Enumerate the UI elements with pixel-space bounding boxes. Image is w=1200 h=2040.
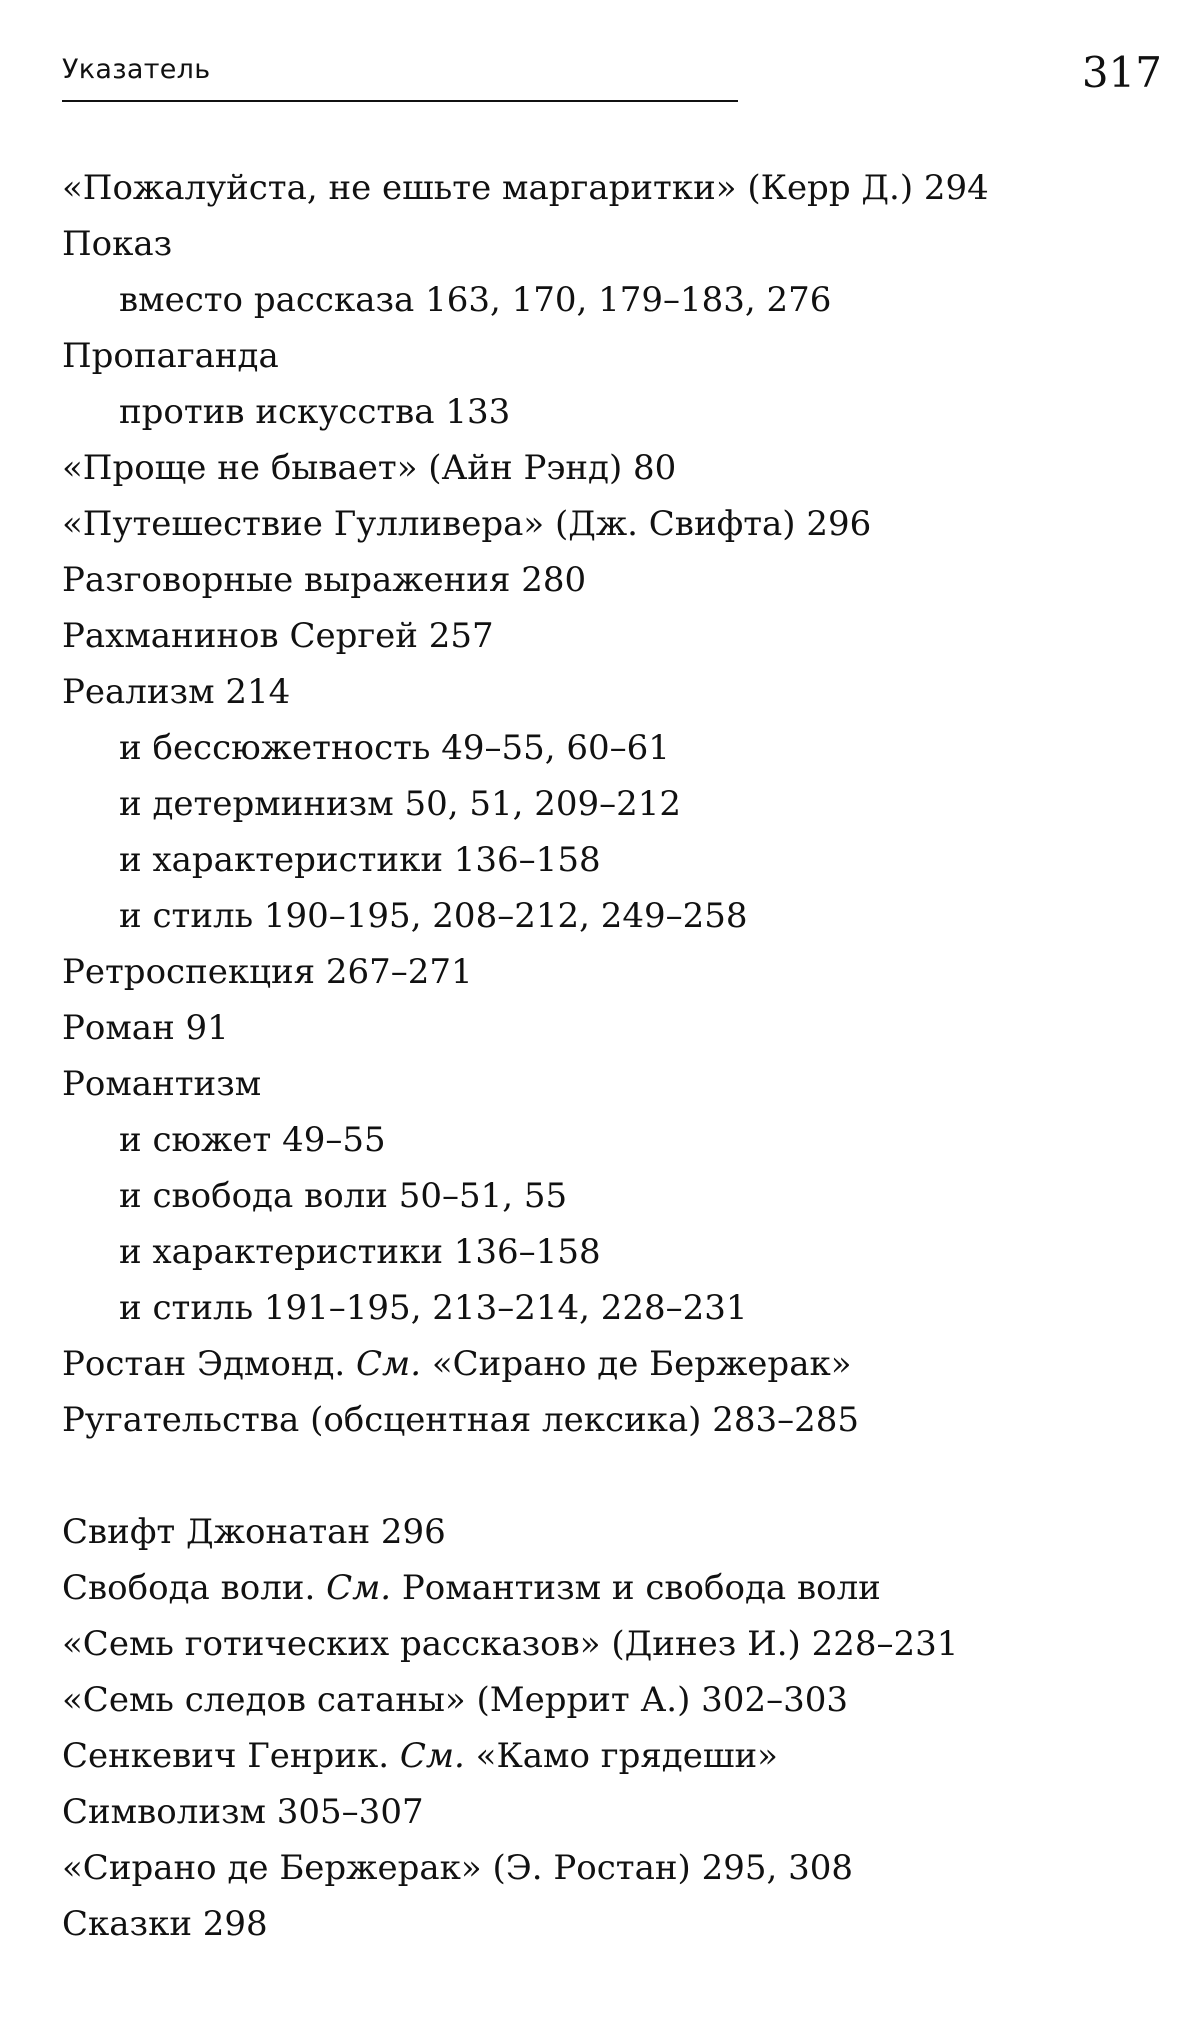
index-entry: «Пожалуйста, не ешьте маргаритки» (Керр Д.) 294 (62, 168, 989, 208)
index-subentry: и стиль 191–195, 213–214, 228–231 (119, 1288, 748, 1328)
section-title: Указатель (62, 54, 211, 85)
entry-heading: Ростан Эдмонд. (62, 1344, 357, 1384)
see-reference-label: См. (356, 1344, 422, 1384)
see-reference-label: См. (326, 1568, 392, 1608)
index-entry: Разговорные выражения 280 (62, 560, 587, 600)
index-entry: «Семь следов сатаны» (Меррит А.) 302–303 (62, 1680, 848, 1720)
running-header (62, 48, 1162, 118)
index-entry: «Семь готических рассказов» (Динез И.) 228–231 (62, 1624, 959, 1664)
index-entry: Реализм 214 (62, 672, 291, 712)
index-entry: Рахманинов Сергей 257 (62, 616, 494, 656)
index-subentry: и детерминизм 50, 51, 209–212 (119, 784, 681, 824)
entry-target: «Камо грядеши» (464, 1736, 778, 1776)
index-entry: «Путешествие Гулливера» (Дж. Свифта) 296 (62, 504, 872, 544)
index-entry: Символизм 305–307 (62, 1792, 424, 1832)
entry-target: Романтизм и свобода воли (391, 1568, 881, 1608)
index-subentry: и характеристики 136–158 (119, 1232, 601, 1272)
index-entry: Показ (62, 224, 173, 264)
index-entry: Сказки 298 (62, 1904, 268, 1944)
index-subentry: и стиль 190–195, 208–212, 249–258 (119, 896, 748, 936)
index-entry: «Проще не бывает» (Айн Рэнд) 80 (62, 448, 677, 488)
index-entry: «Сирано де Бержерак» (Э. Ростан) 295, 308 (62, 1848, 853, 1888)
index-list (62, 160, 1162, 1952)
page-number: 317 (1081, 48, 1162, 97)
index-subentry: и бессюжетность 49–55, 60–61 (119, 728, 670, 768)
index-subentry: и свобода воли 50–51, 55 (119, 1176, 568, 1216)
index-entry: Ругательства (обсцентная лексика) 283–285 (62, 1400, 860, 1440)
index-entry: Ретроспекция 267–271 (62, 952, 473, 992)
index-subentry: вместо рассказа 163, 170, 179–183, 276 (119, 280, 832, 320)
entry-heading: Свобода воли. (62, 1568, 327, 1608)
header-rule (62, 100, 738, 102)
index-entry: Свифт Джонатан 296 (62, 1512, 446, 1552)
entry-target: «Сирано де Бержерак» (421, 1344, 852, 1384)
index-entry-cross-reference (62, 1560, 1162, 1616)
index-subentry: и сюжет 49–55 (119, 1120, 386, 1160)
index-entry: Романтизм (62, 1064, 262, 1104)
index-subentry: против искусства 133 (119, 392, 511, 432)
index-entry-cross-reference (62, 1336, 1162, 1392)
see-reference-label: См. (399, 1736, 465, 1776)
index-entry: Роман 91 (62, 1008, 229, 1048)
entry-heading: Сенкевич Генрик. (62, 1736, 400, 1776)
index-entry: Пропаганда (62, 336, 279, 376)
index-subentry: и характеристики 136–158 (119, 840, 601, 880)
index-entry-cross-reference (62, 1728, 1162, 1784)
